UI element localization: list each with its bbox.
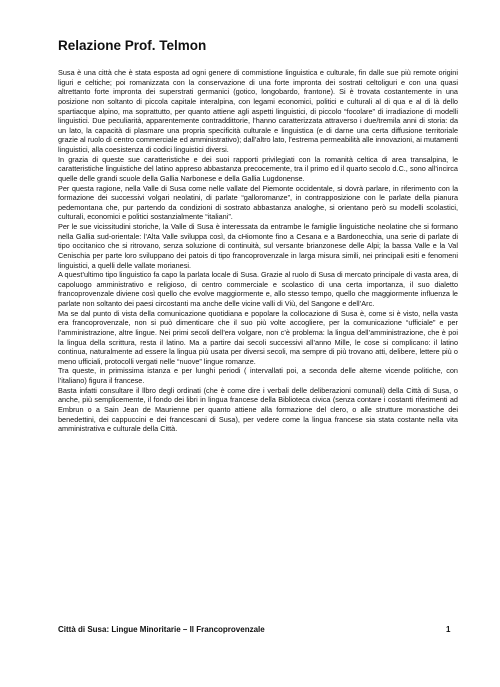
paragraph: In grazia di queste sue caratteristiche e dei suoi rapporti privilegiati con la romanità celtica di area transalpina, le caratteristiche linguistiche del latino appreso abbastanza precocemente, tra il primo ed il quarto secolo d.C., sono all’incirca quelle delle grandi scuole della Gallia Narbonese e della Gallia Lugdonense.: [58, 154, 458, 183]
paragraph: Per questa ragione, nella Valle di Susa come nelle vallate del Piemonte occidentale, si dovrà parlare, in riferimento con la formazione dei successivi volgari neolatini, di parlate “galloromanze”, in contrapposizione con le parlate della pianura pedemontana che, pur partendo da condizioni di sostrato abbastanza analoghe, si orientano però su modelli scolastici, culturali, economici e politici sostanzialmente “italiani”.: [58, 183, 458, 222]
document-body: [58, 68, 458, 434]
document-title: Relazione Prof. Telmon: [58, 38, 207, 53]
page-number: 1: [446, 625, 451, 634]
paragraph: Per le sue vicissitudini storiche, la Valle di Susa è interessata da entrambe le famiglie linguistiche neolatine che si formano nella Gallia sud-orientale: l’Alta Valle sviluppa così, da cHiomonte fino a Cesana e a Bardonecchia, una serie di parlate di tipo occitanico che si ritrovano, senza soluzione di continuità, sul versante brianzonese delle Alpi; la bassa Valle e la Val Cenischia per parte loro sviluppano dei patois di tipo francoprovenzale in larga misura simili, nei principali esiti e fenomeni linguistici, a quelli delle vallate morianesi.: [58, 222, 458, 270]
footer-title: Città di Susa: Lingue Minoritarie – Il Francoprovenzale: [58, 625, 265, 634]
paragraph: Ma se dal punto di vista della comunicazione quotidiana e popolare la collocazione di Susa è, come si è visto, nella vasta era francoprovenzale, non si può dimenticare che il suo più volte accogliere, per la comunicazione “ufficiale” e per l’amministrazione, altre lingue. Nei primi secoli dell’era volgare, non c’è problema: la lingua dell’amministrazione, che è poi la lingua della scrittura, resta il latino. Ma a partire dai secoli successivi all’anno Mille, le cose si complicano: il latino continua, naturalmente ad essere la lingua più usata per diversi secoli, ma sempre di più trovano atti, delibere, lettere più o meno ufficiali, protocolli vergati nelle “nuove” lingue romanze.: [58, 308, 458, 366]
paragraph: Basta infatti consultare il llbro degli ordinati (che è come dire i verbali delle deliberazioni comunali) della Città di Susa, o anche, più semplicemente, il fondo dei libri in lingua francese della Biblioteca civica (senza contare i costanti riferimenti ad Embrun o a Sain Jean de Maurienne per quanto attiene alla formazione del clero, o alle strutture monastiche dei benedettini, dei cappuccini e dei francescani di Susa), per vedere come la lingua francese sia stata costante nella vita amministrativa e culturale della Città.: [58, 385, 458, 434]
paragraph: Susa è una città che è stata esposta ad ogni genere di commistione linguistica e culturale, fin dalle sue più remote origini liguri e celtiche; poi romanizzata con la conservazione di una forte impronta dei sostrati celtoliguri e con una quasi altrettanto forte impronta dei superstrati germanici (gotico, longobardo, frantone). Si è trovata costantemente in una posizione non soltanto di piccola capitale interalpina, con legami economici, politici e culturali al di qua e al di là dello spartiacque alpino, ma soprattutto, per quanto attiene agli aspetti linguistici, di piccolo “focolare” di irradiazione di modelli linguistici. Due peculiarità, apparentemente contraddittorie, l’hanno caratterizzata attraverso i due/tremila anni di storia: da un lato, la capacità di plasmare una propria specificità culturale e linguistica (e di darne una certa diffusione territoriale grazie al ruolo di centro commerciale ed amministrativo); dall’altro lato, l’estrema permeabilità alle innovazioni, ai mutamenti linguistici, alla coesistenza di codici linguistici diversi.: [58, 68, 458, 154]
paragraph: A quest’ultimo tipo linguistico fa capo la parlata locale di Susa. Grazie al ruolo di Susa di mercato principale di vasta area, di capoluogo amministrativo e religioso, di centro commerciale e scolastico di una certa importanza, il suo dialetto francoprovenzale diviene così quello che evolve maggiormente e, allo stesso tempo, quello che maggiormente influenza le parlate non soltanto dei paesi circostanti ma anche delle vicine valli di Viù, del Sangone e dell’Arc.: [58, 270, 458, 308]
paragraph: Tra queste, in primissima istanza e per lunghi periodi ( intervallati poi, a seconda delle alterne vicende politiche, con l’italiano) figura il francese.: [58, 366, 458, 385]
